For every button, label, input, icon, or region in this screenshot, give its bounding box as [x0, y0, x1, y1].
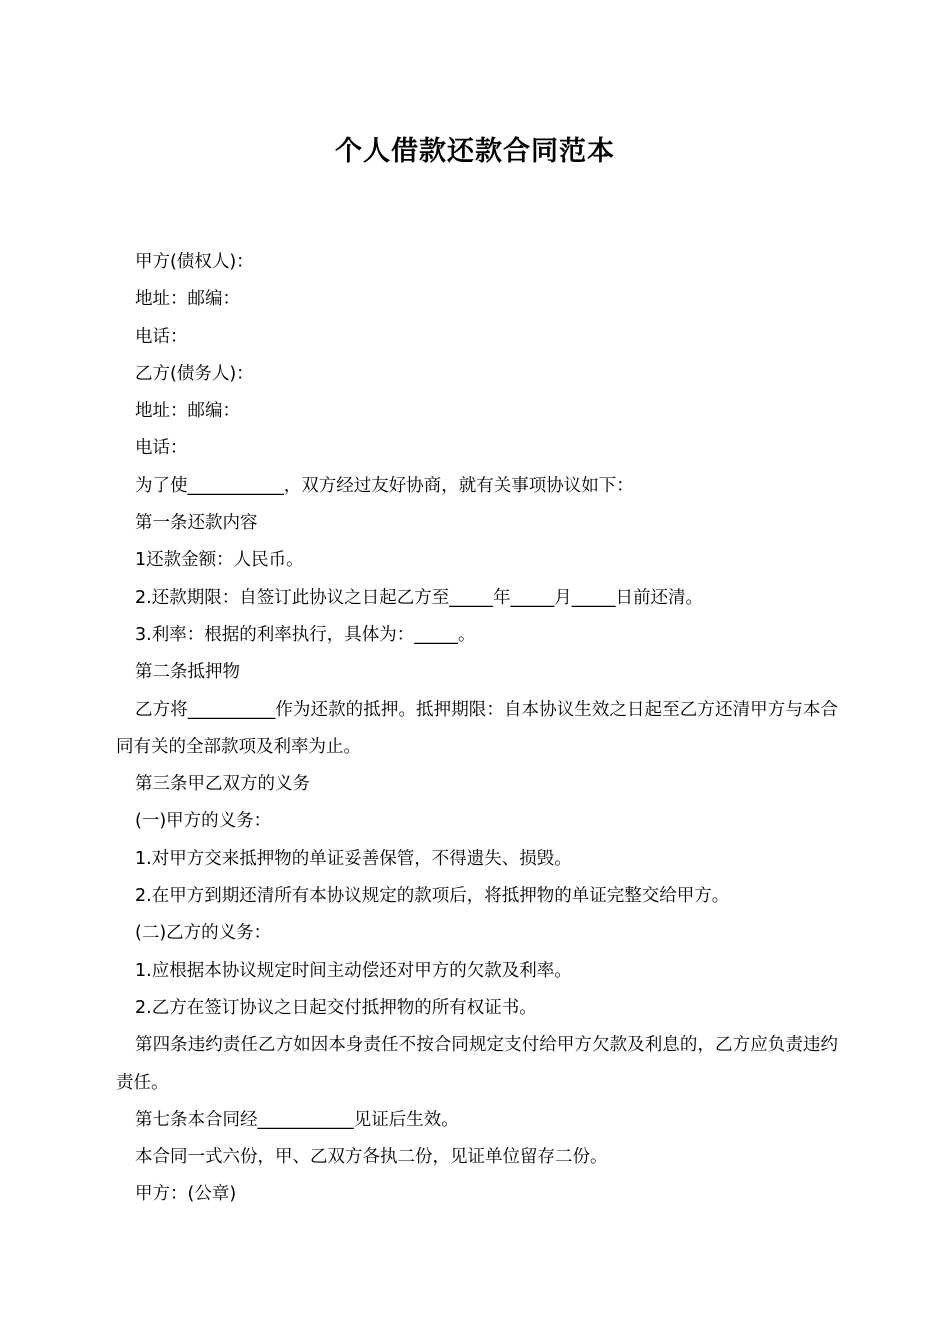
creditor-phone-line: 电话：	[135, 326, 188, 347]
creditor-line: 甲方(债权人)：	[135, 252, 254, 272]
party-a-obligations-heading: (一)甲方的义务：	[135, 811, 272, 832]
collateral-paragraph: 乙方将__________作为还款的抵押。抵押期限：自本协议生效之日起至乙方还清甲方与本合同有关的全部款项及利率为止。	[116, 699, 838, 757]
debtor-phone-line: 电话：	[135, 438, 188, 459]
article-7-line: 第七条本合同经___________见证后生效。	[135, 1109, 459, 1130]
debtor-line: 乙方(债务人)：	[135, 363, 254, 384]
party-a-seal-line: 甲方：(公章)	[135, 1184, 237, 1205]
preamble-paragraph: 为了使___________，双方经过友好协商，就有关事项协议如下：	[135, 475, 634, 496]
creditor-address-line: 地址：邮编：	[135, 289, 240, 310]
article-1-heading: 第一条还款内容	[135, 513, 258, 534]
copies-line: 本合同一式六份，甲、乙双方各执二份，见证单位留存二份。	[135, 1147, 608, 1168]
party-b-obligation-2: 2.乙方在签订协议之日起交付抵押物的所有权证书。	[135, 997, 537, 1018]
interest-rate-line: 3.利率：根据的利率执行，具体为：_____。	[135, 624, 476, 645]
party-b-obligation-1: 1.应根据本协议规定时间主动偿还对甲方的欠款及利率。	[135, 960, 572, 981]
article-3-heading: 第三条甲乙双方的义务	[135, 774, 310, 795]
document-body	[116, 244, 838, 1214]
article-2-heading: 第二条抵押物	[135, 662, 240, 683]
debtor-address-line: 地址：邮编：	[135, 401, 240, 422]
repayment-term-line: 2.还款期限：自签订此协议之日起乙方至_____年_____月_____日前还清。	[135, 587, 703, 608]
article-4-paragraph: 第四条违约责任乙方如因本身责任不按合同规定支付给甲方欠款及利息的，乙方应负责违约责任。	[116, 1035, 838, 1093]
party-b-obligations-heading: (二)乙方的义务：	[135, 923, 272, 944]
document-title: 个人借款还款合同范本	[335, 136, 615, 167]
party-a-obligation-1: 1.对甲方交来抵押物的单证妥善保管，不得遗失、损毁。	[135, 848, 572, 869]
repayment-amount-line: 1还款金额：人民币。	[135, 550, 304, 571]
party-a-obligation-2: 2.在甲方到期还清所有本协议规定的款项后，将抵押物的单证完整交给甲方。	[135, 886, 730, 907]
